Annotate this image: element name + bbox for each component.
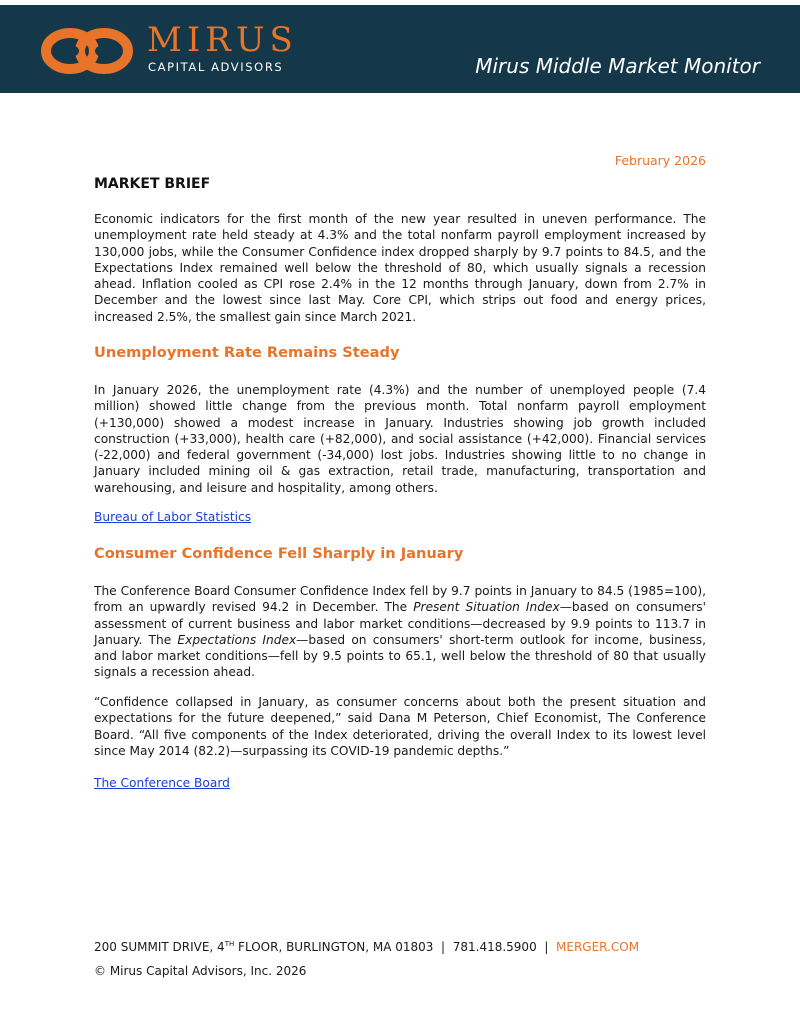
unemployment-paragraph: In January 2026, the unemployment rate (4.3%) and the number of unemployed people (7.4 million) showed little change from the previous month. Total nonfarm payroll employment (+130,000) showed a modest increase in January. Industries showing job growth included construction (+33,000), health care (+82,000), and social assistance (+42,000). Financial services (-22,000) and federal government (-34,000) lost jobs. Industries showing little to no change in January included mining oil & gas extraction, retail trade, manufacturing, transportation and warehousing, and leisure and hospitality, among others. <box>94 383 706 495</box>
consumer-confidence-paragraph <box>94 583 706 681</box>
address-text-2: FLOOR, BURLINGTON, MA 01803 | 781.418.5900 | <box>234 940 557 954</box>
section-heading-unemployment: Unemployment Rate Remains Steady <box>94 344 400 361</box>
logo-name: MIRUS <box>147 20 298 60</box>
header-banner <box>0 5 800 93</box>
publication-title: Mirus Middle Market Monitor <box>475 54 760 78</box>
cc-text-3: —based on consumers' short-term outlook for income, business, and labor market conditions—fell by 9.5 points to 65.1, well below the threshold of 80 that usually signals a recession ahead. <box>94 632 706 680</box>
expectations-index-term: Expectations Index <box>177 632 297 647</box>
brief-title: MARKET BRIEF <box>94 176 211 192</box>
intro-paragraph: Economic indicators for the first month of the new year resulted in uneven performance. The unemployment rate held steady at 4.3% and the total nonfarm payroll employment increased by 130,000 jobs, while the Consumer Confidence index dropped sharply by 9.7 points to 84.5, and the Expectations Index remained well below the threshold of 80, which usually signals a recession ahead. Inflation cooled as CPI rose 2.4% in the 12 months through January, down from 2.7% in December and the lowest since last May. Core CPI, which strips out food and energy prices, increased 2.5%, the smallest gain since March 2021. <box>94 212 706 324</box>
quote-paragraph: “Confidence collapsed in January, as consumer concerns about both the present situation and expectations for the future deepened,” said Dana M Peterson, Chief Economist, The Conference Board. “All five components of the Index deteriorated, driving the overall Index to its lowest level since May 2014 (82.2)—surpassing its COVID-19 pandemic depths.” <box>94 695 706 758</box>
copyright: © Mirus Capital Advisors, Inc. 2026 <box>94 964 307 978</box>
section-heading-consumer-confidence: Consumer Confidence Fell Sharply in January <box>94 545 464 562</box>
issue-date: February 2026 <box>614 153 706 168</box>
interlocking-rings-logo-icon <box>40 27 136 75</box>
footer-address <box>94 940 639 954</box>
cc-text-2: —based on consumers' assessment of current business and labor market conditions—decreased by 9.9 points to 113.7 in January. The <box>94 600 706 647</box>
bls-link[interactable]: Bureau of Labor Statistics <box>94 510 252 524</box>
logo-subtitle: CAPITAL ADVISORS <box>148 60 284 74</box>
address-superscript: TH <box>224 940 235 948</box>
address-text-1: 200 SUMMIT DRIVE, 4 <box>94 940 225 954</box>
conference-board-link[interactable]: The Conference Board <box>94 776 230 790</box>
website-link[interactable]: MERGER.COM <box>556 940 640 954</box>
present-situation-index-term: Present Situation Index <box>413 600 560 615</box>
cc-text-1: The Conference Board Consumer Confidence Index fell by 9.7 points in January to 84.5 (1985=100), from an upwardly revised 94.2 in December. The <box>94 584 706 615</box>
